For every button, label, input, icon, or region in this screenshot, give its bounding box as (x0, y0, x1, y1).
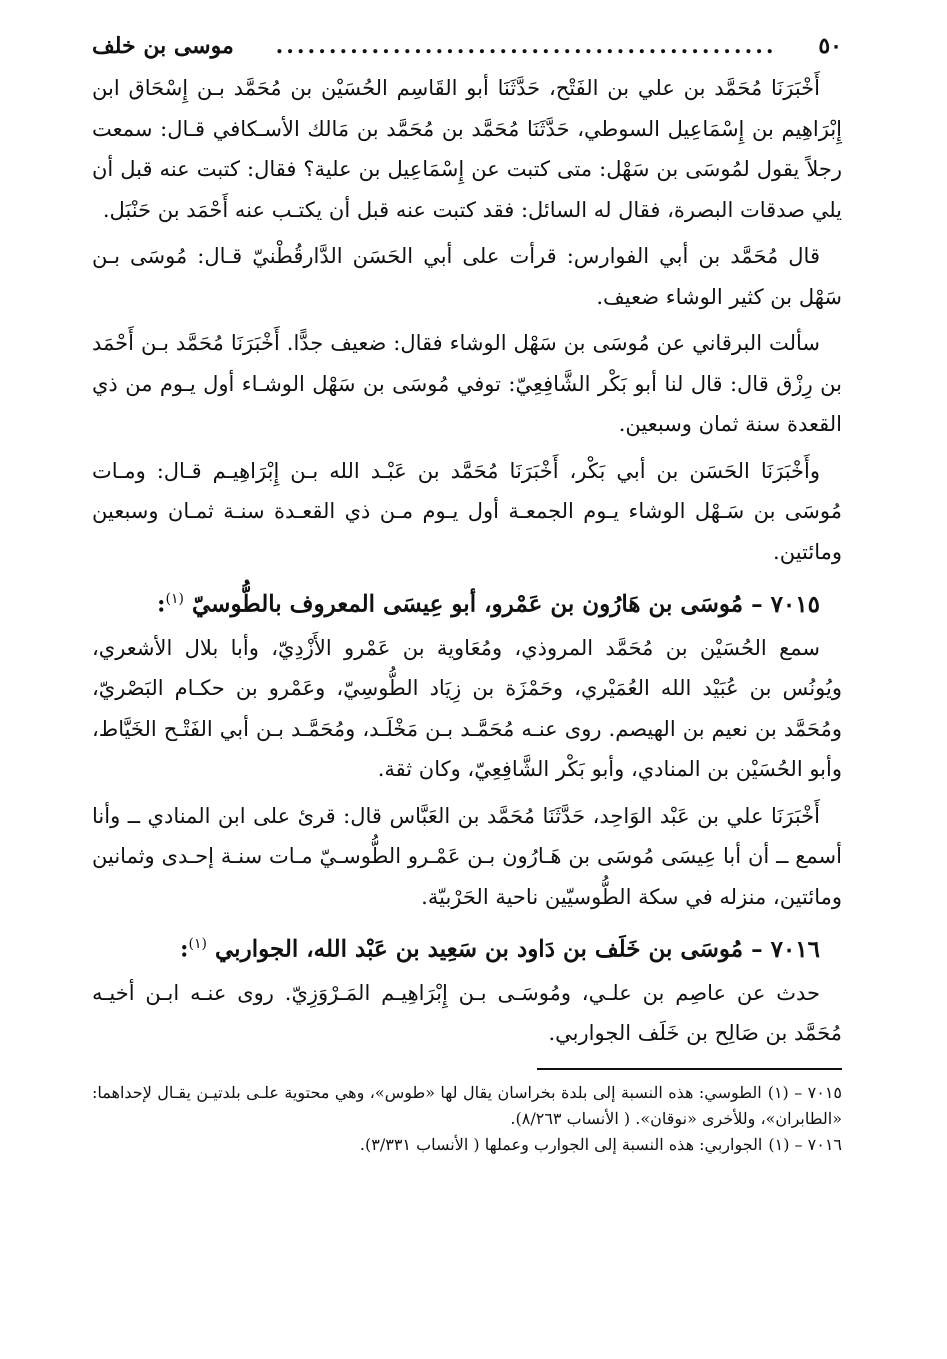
entry-colon: : (157, 590, 166, 618)
running-title: موسى بن خلف (92, 33, 234, 59)
footnote-1 (92, 1080, 842, 1132)
entry-separator: – (751, 590, 763, 618)
entry-number: ٧٠١٦ (770, 935, 820, 963)
footnote-ref: ٧٠١٦ – (١) (768, 1134, 842, 1154)
page-number: ٥٠ (818, 33, 842, 59)
entry-separator: – (751, 935, 763, 963)
main-text (92, 68, 842, 1054)
header-dot-leader: ............................................... (275, 33, 777, 59)
entry-number: ٧٠١٥ (770, 590, 820, 618)
footnote-text: الطوسي: هذه النسبة إلى بلدة بخراسان يقال لها «طوس»، وهي محتوية علـى بلدتيـن يقـال لإحداهما: «الطابران»، وللأخرى «نوقان». ( الأنساب ٨/٢٦٣). (92, 1082, 842, 1128)
entry-7016-paragraph-1: حدث عن عاصِم بن علـي، ومُوسَـى بـن إِبْرَاهِيـم المَـرْوَزِيّ. روى عنـه ابـن أخيـه مُحَمَّد بن صَالِح بن خَلَف الجواربي. (92, 980, 842, 1046)
footnote-2 (92, 1132, 842, 1158)
footnote-marker: (١) (188, 936, 207, 953)
entry-heading-7016 (92, 923, 820, 971)
paragraph-3: سألت البرقاني عن مُوسَى بن سَهْل الوشاء فقال: ضعيف جدًّا. أَخْبَرَنَا مُحَمَّد بـن أَحْمَد بن رِزْق قال: قال لنا أبو بَكْر الشَّافِعِيّ: توفي مُوسَى بن سَهْل الوشـاء أول يـوم من ذي القعدة سنة ثمان وسبعين. (92, 331, 842, 436)
footnote-text: الجواربي: هذه النسبة إلى الجوارب وعملها ( الأنساب ٣/٣٣١). (359, 1134, 763, 1154)
footnotes (92, 1080, 842, 1158)
document-page (92, 28, 842, 1328)
running-header (92, 28, 842, 66)
footnote-marker: (١) (165, 591, 184, 607)
entry-title: مُوسَى بن هَارُون بن عَمْرو، أبو عِيسَى المعروف بالطُّوسيّ (192, 590, 744, 618)
entry-colon: : (180, 935, 189, 963)
entry-title: مُوسَى بن خَلَف بن دَاود بن سَعِيد بن عَبْد الله، الجواربي (215, 935, 744, 963)
paragraph-1: أَخْبَرَنَا مُحَمَّد بن علي بن الفَتْح، حَدَّثَنَا أبو القَاسِم الحُسَيْن بن مُحَمَّد بـن إِسْحَاق ابن إِبْرَاهِيم بن إِسْمَاعِيل السوطي، حَدَّثَنَا مُحَمَّد بن مُحَمَّد بن مَالك الأسـكافي قـال: سمعت رجلاً يقول لمُوسَى بن سَهْل: متى كتبت عن إِسْمَاعِيل بن علية؟ فقال: كتبت عنه قبل أن يلي صدقات البصرة، فقال له السائل: فقد كتبت عنه قبل أن يكتـب عنه أَحْمَد بن حَنْبَل. (92, 76, 842, 222)
paragraph-2: قال مُحَمَّد بن أبي الفوارس: قرأت على أبي الحَسَن الدَّارقُطْنيّ قـال: مُوسَى بـن سَهْل بن كثير الوشاء ضعيف. (92, 244, 842, 309)
entry-7015-paragraph-2: أَخْبَرَنَا علي بن عَبْد الوَاحِد، حَدَّثَنَا مُحَمَّد بن العَبَّاس قال: قرئ على ابن المنادي ــ وأنا أسمع ــ أن أبا عِيسَى مُوسَى بن هَـارُون بـن عَمْـرو الطُّوسـيّ مـات سنـة إحـدى وثمانين ومائتين، منزله في سكة الطُّوسيّين ناحية الحَرْبيّة. (92, 803, 842, 909)
entry-heading-7015 (92, 578, 820, 626)
footnote-divider (537, 1068, 842, 1070)
paragraph-4: وأَخْبَرَنَا الحَسَن بن أبي بَكْر، أَخْبَرَنَا مُحَمَّد بن عَبْـد الله بـن إِبْرَاهِيـم قـال: ومـات مُوسَى بن سَـهْل الوشاء يـوم الجمعـة أول يـوم مـن ذي القعـدة سنـة ثمـان وسبعين ومائتين. (92, 458, 842, 564)
footnote-ref: ٧٠١٥ – (١) (767, 1082, 842, 1102)
entry-7015-paragraph-1: سمع الحُسَيْن بن مُحَمَّد المروذي، ومُعَاوية بن عَمْرو الأَزْدِيّ، وأبا بلال الأشعري، ويُونُس بن عُبَيْد الله العُمَيْري، وحَمْزَة بن زِيَاد الطُّوسِيّ، وعَمْرو بن حكـام البَصْريّ، ومُحَمَّد بن نعيم بن الهيصم. روى عنـه مُحَمَّـد بـن مَخْلَـد، ومُحَمَّـد بـن أبي الفَتْـح الخَيَّاط، وأبو الحُسَيْن بن المنادي، وأبو بَكْر الشَّافِعِيّ، وكان ثقة. (92, 635, 842, 782)
